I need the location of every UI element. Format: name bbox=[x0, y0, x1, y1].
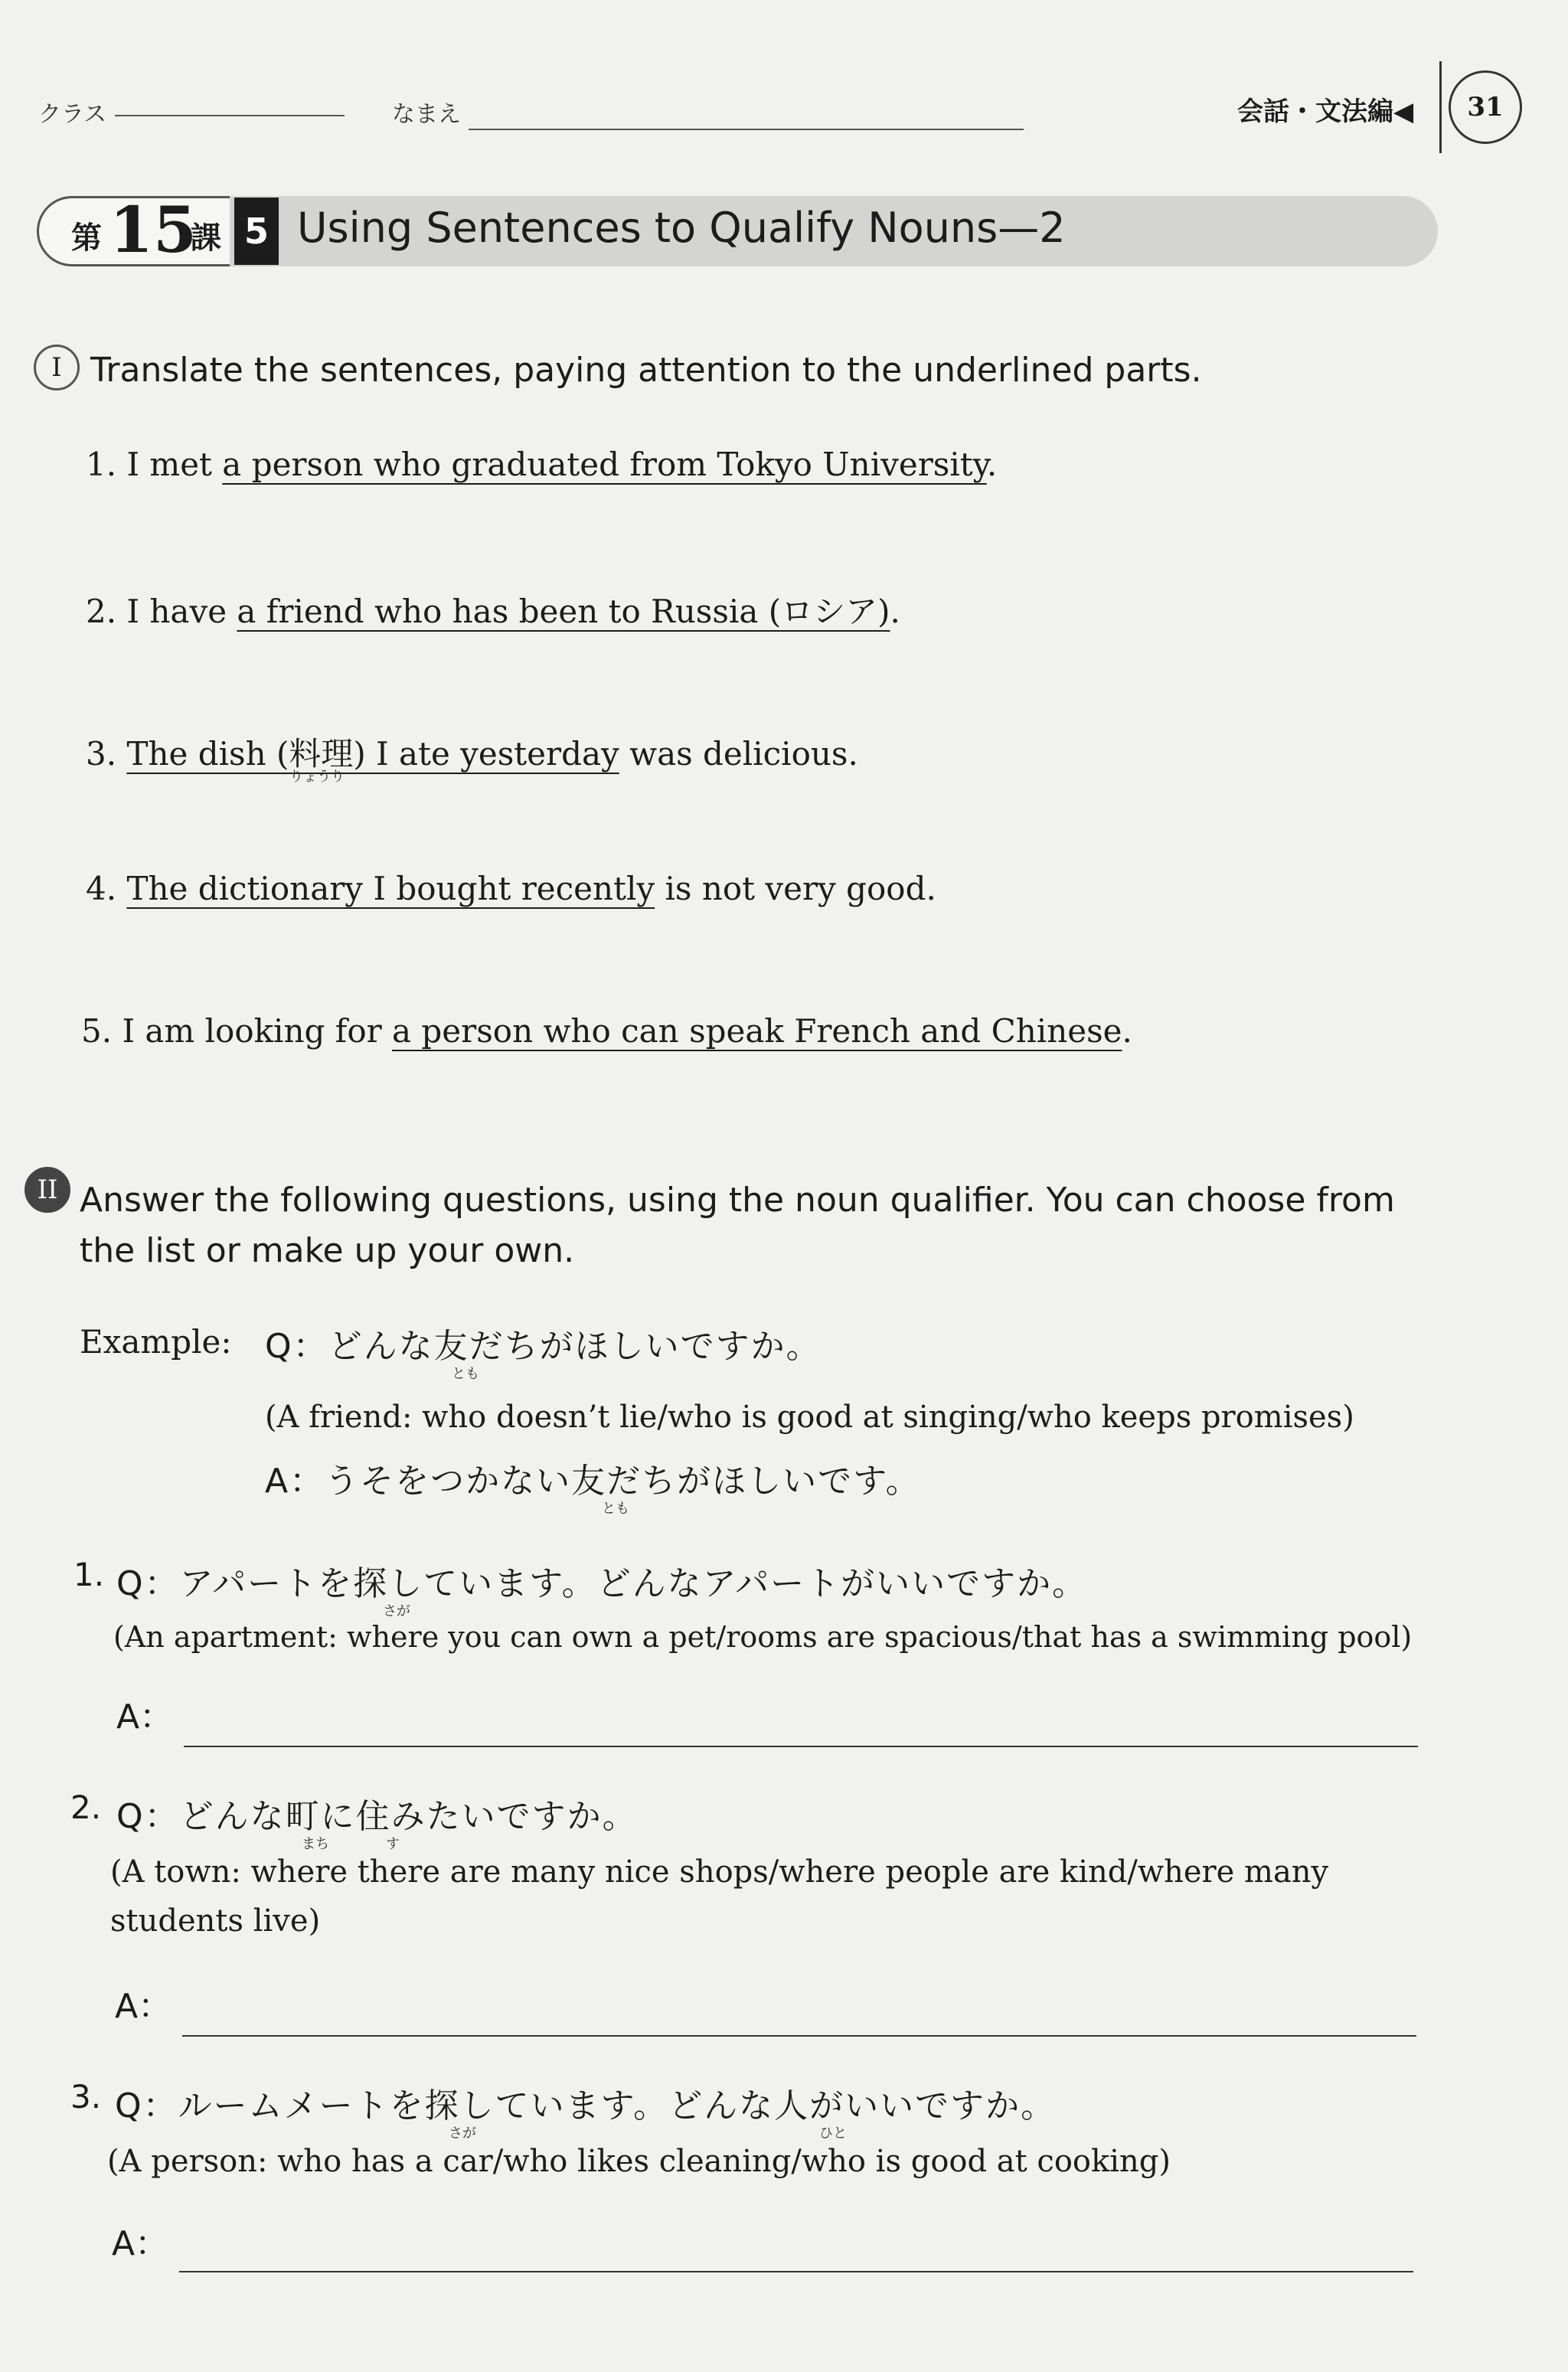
question-3-answer-field[interactable] bbox=[179, 2271, 1413, 2272]
example-answer-ruby: とも bbox=[602, 1501, 629, 1517]
page-title: Using Sentences to Qualify Nouns—2 bbox=[297, 204, 1066, 252]
question-1-options: (An apartment: where you can own a pet/rooms are spacious/that has a swimming pool) bbox=[113, 1620, 1413, 1654]
lesson-prefix: 第 bbox=[71, 221, 102, 256]
part1-item-5: 5. I am looking for a person who can speak French and Chinese. bbox=[81, 1012, 1132, 1050]
name-field[interactable] bbox=[469, 129, 1024, 130]
section-number-badge: 5 bbox=[234, 198, 279, 265]
part1-roman-badge: I bbox=[34, 345, 80, 390]
question-1-text: Q：アパートを探しています。どんなアパートがいいですか。 bbox=[116, 1564, 1088, 1603]
question-2-answer-field[interactable] bbox=[182, 2035, 1416, 2037]
question-2-number: 2. bbox=[70, 1789, 102, 1826]
part1-item-4: 4. The dictionary I bought recently is not very good. bbox=[86, 870, 936, 907]
question-3-ruby2: ひと bbox=[819, 2125, 847, 2142]
question-3-options: (A person: who has a car/who likes cleaning/who is good at cooking) bbox=[107, 2144, 1171, 2179]
header-divider bbox=[1439, 61, 1442, 153]
lesson-badge bbox=[37, 196, 230, 266]
example-question-ruby: とも bbox=[452, 1366, 479, 1382]
question-1-number: 1. bbox=[74, 1556, 105, 1593]
question-3-ruby: さが bbox=[449, 2125, 476, 2142]
question-1-ruby: さが bbox=[383, 1603, 410, 1619]
question-2-answer-label: A： bbox=[115, 1987, 172, 2026]
section-label: 会話・文法編◀ bbox=[1237, 96, 1414, 127]
part2-instruction-line1: Answer the following questions, using the noun qualifier. You can choose from bbox=[80, 1181, 1395, 1220]
question-1-answer-label: A： bbox=[116, 1697, 174, 1737]
question-1-answer-field[interactable] bbox=[184, 1746, 1418, 1747]
part1-item-2: 2. I have a friend who has been to Russia (ロシア). bbox=[86, 593, 900, 630]
lesson-number: 15 bbox=[109, 194, 198, 267]
question-2-text: Q：どんな町に住みたいですか。 bbox=[116, 1797, 638, 1836]
lesson-suffix: 課 bbox=[191, 221, 221, 256]
question-2-ruby2: す bbox=[386, 1836, 400, 1852]
example-label: Example: bbox=[80, 1323, 232, 1361]
example-answer: A：うそをつかない友だちがほしいです。 bbox=[265, 1462, 921, 1501]
question-2-options-line2: students live) bbox=[110, 1903, 321, 1939]
part2-roman-badge: II bbox=[24, 1167, 70, 1213]
part2-instruction-line2: the list or make up your own. bbox=[80, 1231, 575, 1270]
class-label: クラス bbox=[38, 101, 107, 128]
question-3-text: Q：ルームメートを探しています。どんな人がいいですか。 bbox=[115, 2086, 1057, 2125]
question-3-number: 3. bbox=[70, 2078, 102, 2116]
class-field[interactable] bbox=[115, 115, 345, 116]
part1-item-1: 1. I met a person who graduated from Tokyo University. bbox=[86, 446, 998, 483]
question-2-ruby: まち bbox=[302, 1836, 329, 1852]
part1-instruction: Translate the sentences, paying attention to the underlined parts. bbox=[90, 351, 1202, 390]
example-question: Q：どんな友だちがほしいですか。 bbox=[265, 1327, 822, 1366]
page-number: 31 bbox=[1449, 70, 1522, 144]
part1-item-3: 3. The dish (料理) I ate yesterday was delicious. bbox=[86, 735, 858, 773]
question-3-answer-label: A： bbox=[112, 2224, 169, 2263]
example-options: (A friend: who doesn’t lie/who is good at singing/who keeps promises) bbox=[265, 1400, 1354, 1435]
question-2-options-line1: (A town: where there are many nice shops/where people are kind/where many bbox=[110, 1854, 1329, 1890]
name-label: なまえ bbox=[392, 101, 461, 128]
part1-item-3-ruby: りょうり bbox=[289, 769, 345, 785]
